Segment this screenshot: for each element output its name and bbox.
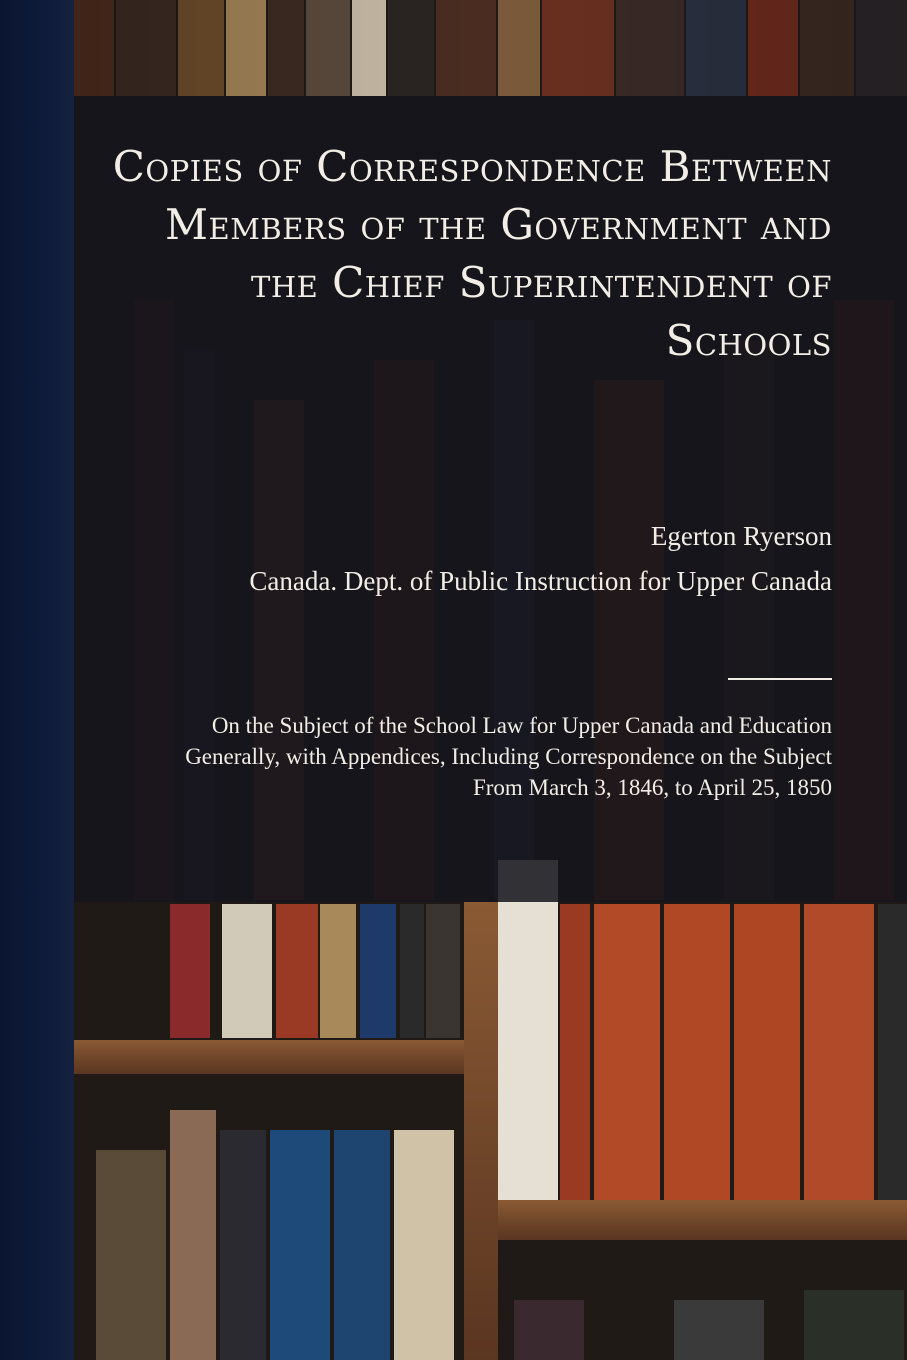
top-shelf-books	[74, 0, 907, 96]
author-secondary: Canada. Dept. of Public Instruction for Upper Canada	[249, 566, 832, 596]
book-title: Copies of Correspondence Between Members of the Government and the Chief Superintendent of Schools	[112, 142, 832, 365]
divider-rule	[728, 678, 832, 680]
book-subtitle: On the Subject of the School Law for Upper Canada and Education Generally, with Appendices, Including Correspondence on the Subject From March 3, 1846, to April 25, 1850	[185, 713, 832, 800]
cover-spine-band	[0, 0, 74, 1360]
lower-shelf	[74, 860, 907, 1360]
author-primary: Egerton Ryerson	[650, 521, 832, 551]
